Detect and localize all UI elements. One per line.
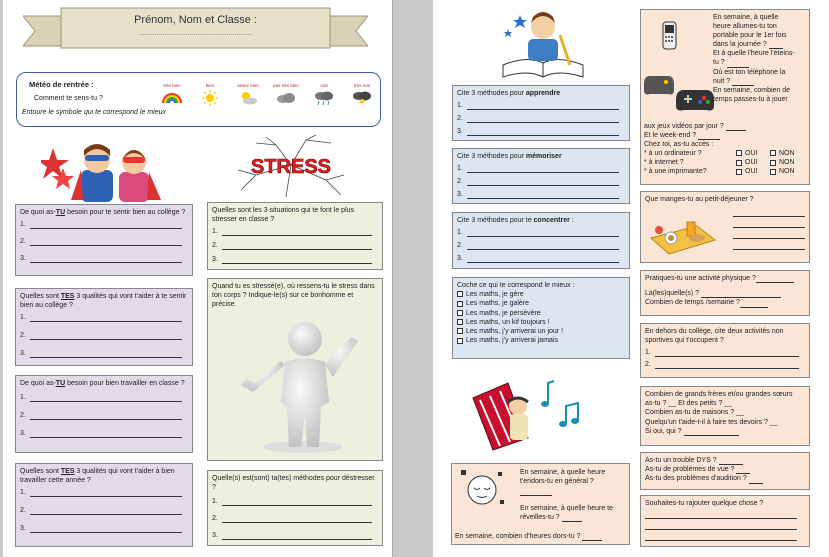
weather-label: très mal	[353, 83, 370, 88]
answer-bar	[655, 349, 799, 357]
dys-line	[645, 465, 805, 474]
device-row	[644, 167, 809, 176]
line-number: 3.	[212, 532, 218, 540]
acces-title: Chez toi, as-tu accès :	[644, 141, 714, 149]
line-number: 1.	[20, 314, 26, 322]
answer-line-2[interactable]	[457, 238, 625, 250]
line-number: 2.	[20, 238, 26, 245]
answer-blank[interactable]	[740, 307, 768, 308]
line-number: 1.	[457, 229, 463, 236]
line-number: 2.	[457, 178, 463, 185]
q-part: besoin pour bien travailler en classe ?	[65, 380, 185, 387]
question-text	[20, 208, 188, 217]
checkbox[interactable]	[736, 150, 742, 156]
line-number: 1.	[457, 102, 463, 109]
q-text: Et le week-end ?	[644, 132, 697, 140]
box-dys	[640, 452, 810, 490]
answer-bar	[467, 191, 619, 199]
answer-bar	[467, 128, 619, 136]
q-part: 3 qualités qui vont t'aider à te sentir bien au collège ?	[20, 293, 187, 310]
q-text: Pratiques-tu une activité physique ?	[645, 275, 756, 282]
q-text: tu ?	[713, 59, 725, 67]
screen-line: En semaine, à quelle	[713, 14, 779, 21]
stress-word: STRESS	[250, 156, 332, 178]
line-number: 2.	[212, 515, 218, 523]
weather-very-good[interactable]	[157, 83, 187, 106]
jeux-line	[644, 122, 809, 131]
cloud-icon	[276, 90, 296, 105]
screen-line: Et à quelle l'heure l'éteins-	[713, 50, 795, 58]
q-emphasis: TES	[60, 468, 75, 475]
q-text: nuit ?	[713, 77, 731, 85]
line-number: 2.	[457, 115, 463, 122]
box-besoin-travailler	[15, 375, 193, 453]
answer-line-2[interactable]	[212, 238, 378, 250]
q-part: Cite 3 méthodes pour	[457, 153, 526, 160]
answer-line-2[interactable]	[20, 503, 188, 515]
fratrie-line	[645, 427, 805, 436]
rain-cloud-icon	[314, 90, 334, 106]
box-apprendre	[452, 85, 630, 141]
fratrie-line: as-tu ? __ Et des petits ? __	[645, 400, 733, 408]
answer-bar	[30, 525, 182, 533]
maths-option[interactable]	[457, 318, 625, 327]
answer-bar	[222, 242, 372, 250]
answer-line[interactable]	[645, 530, 797, 541]
q-text: Combien de temps /semaine ?	[645, 299, 740, 307]
q-part: Quelles sont	[20, 293, 61, 300]
weather-label: bien	[205, 83, 215, 88]
box-qualites-bien	[15, 288, 193, 366]
box-besoin-bien	[15, 204, 193, 276]
device-label: * à une imprimante?	[644, 168, 707, 176]
answer-bar	[222, 256, 372, 264]
q-part: besoin pour te sentir bien au collège ?	[65, 209, 186, 216]
answer-blank[interactable]	[582, 540, 602, 541]
line-number: 1.	[20, 394, 26, 401]
maths-option[interactable]	[457, 309, 625, 318]
line-number: 3.	[212, 256, 218, 264]
answer-bar	[467, 165, 619, 173]
answer-bar	[222, 228, 372, 236]
weekend-line	[644, 131, 809, 140]
weather-bad[interactable]	[309, 83, 339, 106]
answer-line[interactable]	[645, 508, 797, 519]
answer-bar	[30, 314, 182, 322]
screen-line: En semaine, combien de	[713, 86, 791, 94]
answer-bar	[222, 498, 372, 506]
right-page	[433, 0, 829, 557]
weather-label: mal	[320, 83, 328, 88]
fratrie-line: Combien de grands frères et/ou grandes sœurs	[645, 391, 793, 398]
line-number: 2.	[20, 332, 26, 340]
maths-option[interactable]	[457, 299, 625, 308]
answer-line[interactable]	[733, 208, 805, 217]
maths-option-label: Les maths, j'y arriverai un jour !	[466, 328, 564, 336]
answer-bar	[467, 102, 619, 110]
line-number: 1.	[645, 349, 651, 357]
answer-line[interactable]	[733, 228, 805, 239]
checkbox[interactable]	[770, 160, 776, 166]
checkbox[interactable]	[770, 150, 776, 156]
oui-label: OUI	[745, 168, 758, 176]
checkbox[interactable]	[770, 169, 776, 175]
rainbow-icon	[161, 90, 183, 104]
weather-label: pas très bien	[273, 83, 299, 88]
answer-line[interactable]	[733, 239, 805, 250]
q-part: Quelles sont	[20, 468, 61, 475]
screen-access	[644, 122, 809, 177]
maths-option-label: Les maths, un kif toujours !	[466, 318, 550, 326]
meteo-question: Comment te sens-tu ?	[34, 95, 103, 102]
q-text: Si oui, qui ?	[645, 427, 682, 435]
line-number: 3.	[457, 191, 463, 198]
box-situations-stress	[207, 202, 383, 270]
answer-line-3[interactable]	[20, 251, 188, 263]
q-text: As-tu un trouble DYS ?	[645, 457, 717, 464]
checkbox[interactable]	[457, 310, 463, 316]
q-text: As-tu des problèmes d'audition ?	[645, 475, 747, 483]
non-label: NON	[779, 150, 795, 158]
sun-cloud-icon	[238, 90, 258, 105]
sleep-q2	[520, 504, 625, 522]
answer-line-3[interactable]	[20, 346, 188, 358]
banner-title: Prénom, Nom et Classe :	[134, 14, 257, 26]
q-emphasis: mémoriser	[525, 153, 562, 160]
line-number: 2.	[20, 507, 26, 515]
box-memoriser	[452, 148, 630, 204]
q-emphasis: TES	[60, 293, 75, 300]
answer-line[interactable]	[733, 217, 805, 228]
q-text: En semaine, combien d'heures dors-tu ?	[455, 533, 581, 540]
line-number: 1.	[212, 498, 218, 506]
line-number: 2.	[20, 412, 26, 419]
line-number: 2.	[457, 242, 463, 249]
q-emphasis: concentrer	[533, 217, 570, 224]
answer-bar	[30, 507, 182, 515]
answer-bar	[30, 350, 182, 358]
question-text	[457, 216, 625, 225]
line-number: 2.	[212, 242, 218, 250]
dejeuner-lines	[733, 208, 805, 250]
answer-line-1[interactable]	[20, 310, 188, 322]
dys-line	[645, 474, 805, 483]
device-label: * à un ordinateur ?	[644, 150, 702, 158]
weather-label: assez bien	[237, 83, 259, 88]
student-writing-illustration	[498, 5, 588, 80]
q-part: Cite 3 méthodes pour te	[457, 217, 534, 224]
answer-bar	[30, 255, 182, 263]
answer-line-1[interactable]	[457, 98, 625, 110]
line-number: 3.	[20, 350, 26, 358]
answer-blank[interactable]	[562, 521, 582, 522]
screen-line	[713, 58, 808, 67]
answer-bar	[467, 115, 619, 123]
answer-bar	[30, 489, 182, 497]
answer-line-3[interactable]	[457, 187, 625, 199]
line-number: 1.	[20, 221, 26, 228]
q-part: De quoi as-	[20, 380, 56, 387]
fratrie-line: Combien as-tu de maisons ? __	[645, 409, 744, 417]
line-number: 3.	[457, 128, 463, 135]
box-maths	[452, 277, 630, 359]
device-label: * à internet ?	[644, 159, 684, 167]
answer-line-2[interactable]	[212, 511, 378, 523]
checkbox[interactable]	[457, 319, 463, 325]
answer-line-1[interactable]	[212, 494, 378, 506]
box-activite-physique	[640, 270, 810, 316]
q-text: La(les)quelle(s) ?	[645, 290, 700, 298]
screen-line: temps passes-tu à jouer	[713, 95, 788, 103]
name-dots: ..........................................................	[139, 30, 252, 37]
question-text: Quelle(s) est(sont) ta(tes) méthodes pour déstresser ?	[212, 475, 375, 492]
weather-choices	[157, 83, 377, 106]
answer-line-1[interactable]	[20, 217, 188, 229]
maths-option-label: Les maths, j'y arriverai jamais	[466, 337, 558, 345]
checkbox[interactable]	[457, 338, 463, 344]
maths-option-label: Les maths, je persévère	[466, 309, 541, 317]
answer-blank[interactable]	[756, 282, 794, 283]
question-text	[457, 152, 625, 161]
left-page	[3, 0, 393, 557]
stress-illustration	[236, 135, 346, 200]
line-number: 3.	[457, 255, 463, 262]
box-rajouter	[640, 495, 810, 547]
question-text: Souhaites-tu rajouter quelque chose ?	[645, 500, 764, 507]
answer-line-3[interactable]	[457, 124, 625, 136]
screen-line	[713, 77, 808, 86]
q-text: En semaine, à quelle heure te réveilles-tu ?	[520, 505, 614, 522]
line-number: 1.	[457, 165, 463, 172]
non-label: NON	[779, 159, 795, 167]
non-label: NON	[779, 168, 795, 176]
answer-bar	[467, 229, 619, 237]
device-row	[644, 149, 809, 158]
q-text: As-tu de problèmes de vue ?	[645, 466, 735, 474]
meteo-title: Météo de rentrée :	[29, 80, 94, 89]
screen-line: portable pour le 1er fois	[713, 32, 787, 40]
answer-line-1[interactable]	[20, 390, 188, 402]
blank-person-figure	[233, 317, 363, 457]
answer-blank[interactable]	[684, 435, 739, 436]
weather-label: très bien	[163, 83, 181, 88]
q-emphasis: TU	[55, 209, 66, 216]
answer-line-3[interactable]	[212, 528, 378, 540]
answer-line-1[interactable]	[20, 485, 188, 497]
answer-line-3[interactable]	[457, 251, 625, 263]
answer-bar	[30, 394, 182, 402]
checkbox[interactable]	[736, 160, 742, 166]
q-emphasis: apprendre	[525, 90, 561, 97]
sport-line-3	[645, 298, 805, 307]
answer-bar	[222, 532, 372, 540]
relaxing-music-illustration	[468, 378, 588, 453]
answer-line-3[interactable]	[20, 426, 188, 438]
superheroes-illustration	[41, 140, 176, 202]
weather-fairly-good[interactable]	[233, 83, 263, 106]
question-text: En dehors du collège, cite deux activités non sportives qui t'occupent ?	[645, 328, 784, 345]
answer-line-1[interactable]	[212, 224, 378, 236]
line-number: 3.	[20, 525, 26, 533]
question-text: Quelles sont les 3 situations qui te font le plus stresser en classe ?	[212, 207, 355, 224]
box-petit-dejeuner	[640, 191, 810, 263]
sleeping-moon-icon	[458, 468, 508, 510]
answer-line-1[interactable]	[457, 225, 625, 237]
answer-line-2[interactable]	[20, 328, 188, 340]
answer-bar	[30, 238, 182, 246]
checkbox[interactable]	[457, 328, 463, 334]
answer-line-2[interactable]	[645, 357, 805, 369]
q-part: De quoi as-	[20, 209, 56, 216]
q-part: 3 qualités qui vont t'aider à bien travailler cette année ?	[20, 468, 175, 485]
maths-option-label: Les maths, je gère	[466, 291, 524, 299]
maths-option[interactable]	[457, 327, 625, 336]
box-ecrans	[640, 9, 810, 185]
screen-line: heure allumes-tu ton	[713, 23, 777, 31]
phone-icon	[655, 20, 683, 52]
answer-line-2[interactable]	[457, 111, 625, 123]
sport-line-2	[645, 289, 805, 298]
checkbox[interactable]	[457, 291, 463, 297]
q-emphasis: TU	[55, 380, 66, 387]
weather-not-good[interactable]	[271, 83, 301, 106]
answer-blank[interactable]	[520, 495, 552, 496]
storm-cloud-icon	[352, 90, 372, 106]
checkbox[interactable]	[457, 301, 463, 307]
box-qualites-travailler	[15, 463, 193, 547]
answer-bar	[467, 255, 619, 263]
q-part: Cite 3 méthodes pour	[457, 90, 526, 97]
q-text: En semaine, à quelle heure t'endors-tu en général ?	[520, 469, 606, 486]
answer-line-2[interactable]	[20, 234, 188, 246]
maths-option[interactable]	[457, 336, 625, 345]
sport-line-1	[645, 274, 805, 283]
line-number: 3.	[20, 255, 26, 262]
line-number: 1.	[20, 489, 26, 497]
answer-line-3[interactable]	[20, 521, 188, 533]
meteo-box	[16, 72, 381, 127]
box-concentrer	[452, 212, 630, 269]
screen-line	[713, 40, 808, 49]
question-text: Quand tu es stressé(e), où ressens-tu le stress dans ton corps ? Indique-le(s) sur ce bonhomme et précise.	[212, 283, 375, 309]
meteo-instruction: Entoure le symbole qui te correspond le mieux	[22, 109, 166, 116]
question-text	[20, 467, 188, 485]
answer-blank[interactable]	[749, 483, 763, 484]
question-text	[20, 379, 188, 388]
box-sommeil	[451, 463, 630, 545]
device-row	[644, 158, 809, 167]
question-text	[20, 292, 188, 310]
answer-line-2[interactable]	[457, 174, 625, 186]
answer-blank[interactable]	[726, 130, 746, 131]
sun-icon	[201, 90, 219, 106]
answer-line-2[interactable]	[20, 408, 188, 420]
checkbox[interactable]	[736, 169, 742, 175]
line-number: 2.	[645, 361, 651, 369]
answer-bar	[222, 515, 372, 523]
dys-line	[645, 456, 805, 465]
answer-line-1[interactable]	[645, 345, 805, 357]
answer-bar	[30, 221, 182, 229]
answer-bar	[30, 430, 182, 438]
oui-label: OUI	[745, 159, 758, 167]
answer-line[interactable]	[645, 519, 797, 530]
fratrie-line: Quelqu'un t'aide-t-il à faire tes devoirs ? __	[645, 418, 778, 426]
answer-line-3[interactable]	[212, 252, 378, 264]
box-destresser	[207, 470, 383, 546]
screen-line: Où est ton téléphone la	[713, 68, 786, 76]
oui-label: OUI	[745, 150, 758, 158]
answer-line-1[interactable]	[457, 161, 625, 173]
answer-bar	[467, 242, 619, 250]
q-text: aux jeux vidéos par jour ?	[644, 123, 724, 130]
box-stress-corps	[207, 278, 383, 461]
box-famille	[640, 386, 810, 446]
sleep-q3	[455, 532, 602, 541]
game-controllers-icon	[644, 68, 716, 114]
answer-bar	[30, 412, 182, 420]
q-colon: :	[569, 217, 574, 224]
maths-option-label: Les maths, je galère	[466, 300, 530, 308]
q-text: dans la journée ?	[713, 41, 767, 49]
line-number: 1.	[212, 228, 218, 236]
question-text	[457, 89, 625, 98]
sleep-q1	[520, 468, 625, 496]
screen-questions	[713, 13, 808, 104]
answer-bar	[30, 332, 182, 340]
breakfast-tray-icon	[647, 208, 717, 258]
weather-good[interactable]	[195, 83, 225, 106]
answer-bar	[655, 361, 799, 369]
maths-option[interactable]	[457, 290, 625, 299]
answer-bar	[467, 178, 619, 186]
line-number: 3.	[20, 430, 26, 437]
box-activites	[640, 323, 810, 378]
maths-title: Coche ce qui te correspond le mieux :	[457, 282, 575, 289]
weather-very-bad[interactable]	[347, 83, 377, 106]
question-text: Que manges-tu au petit-déjeuner ?	[645, 196, 754, 203]
